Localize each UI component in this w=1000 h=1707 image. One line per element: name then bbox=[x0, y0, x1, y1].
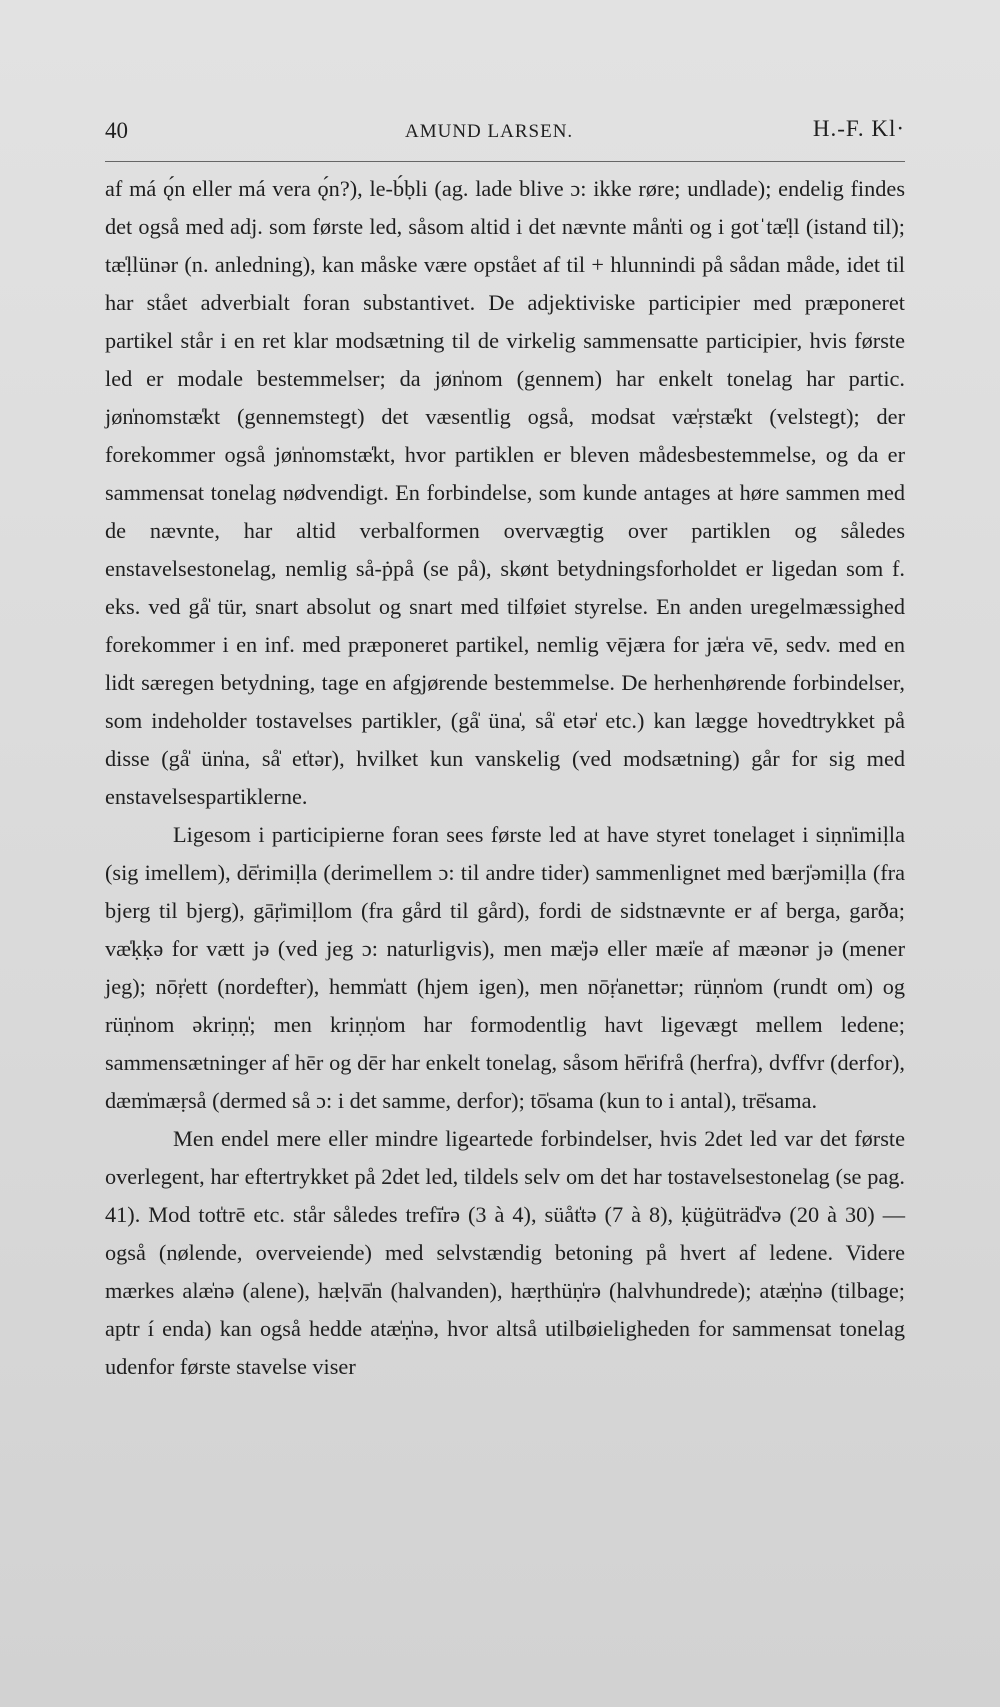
page-header bbox=[105, 118, 905, 154]
paragraph: af má ǫ́n eller má vera ǫ́n?), le-b́ḅli (ag. lade blive ɔ: ikke røre; undlade); endelig findes det også med adj. som første led, såsom altid i det nævnte mån̍ti og i gotˈtæ̍ḷl (istand til); tæ̍ḷlünər (n. anledning), kan måske være opstået af til + hlunnindi på sådan måde, idet til har stået adverbialt foran substantivet. De adjektiviske participier med præponeret partikel står i en ret klar modsætning til de virkelig sammensatte participier, hvis første led er modale bestemmelser; da jøn̍nom (gennem) har enkelt tonelag har partic. jøn̍nomstæ̍kt (gennemstegt) det væsentlig også, modsat væ̍ṛstæ̍kt (velstegt); der forekommer også jøn̍nomstæ̍kt, hvor partiklen er bleven mådesbestemmelse, og da er sammensat tonelag nødvendigt. En forbindelse, som kunde antages at høre sammen med de nævnte, har altid verbalformen overvægtig over partiklen og således enstavelsestonelag, nemlig så-ṗpå (se på), skønt betydningsforholdet er ligedan som f. eks. ved gå̍ tür, snart absolut og snart med tilføiet styrelse. En anden uregelmæssighed forekommer i en inf. med præponeret partikel, nemlig vējæra for jæ̍ra vē, sedv. med en lidt særegen betydning, tage en afgjørende bestemmelse. De herhenhørende forbindelser, som indeholder tostavelses partikler, (gå̍ üna̍, så̍ etər̍ etc.) kan lægge hovedtrykket på disse (gå̍ ün̍na, så̍ et̍tər), hvilket kun vanskelig (ved modsætning) går for sig med enstavelsespartiklerne. bbox=[105, 176, 905, 809]
running-head: AMUND LARSEN. bbox=[405, 121, 574, 142]
paragraph: Men endel mere eller mindre ligeartede forbindelser, hvis 2det led var det første overlegent, har eftertrykket på 2det led, tildels selv om det har tostavelsestonelag (se pag. 41). Mod tot̍trē etc. står således trefī̍rə (3 à 4), süåt̍tə (7 à 8), ḳüġüträd̍və (20 à 30) — også (nølende, overveiende) med selvstændig betoning på hvert af ledene. Videre mærkes alæ̍nə (alene), hæḷvā̍n (halvanden), hæṛthüṇ̍rə (halvhundrede); atæ̍ṇ̍nə (tilbage; aptr í enda) kan også hedde atæ̍ṇ̍nə, hvor altså utilbøieligheden for sammensat tonelag udenfor første stavelse viser bbox=[105, 1126, 905, 1379]
paragraph: Ligesom i participierne foran sees første led at have styret tonelaget i siṇn̍imiḷla (sig imellem), dē̍rimiḷla (derimellem ɔ: til andre tider) sammenlignet med bærj̍əmiḷla (fra bjerg til bjerg), gāṛ̍imiḷlom (fra gård til gård), fordi de sidstnævnte er af berga, garða; væ̍ḳḳə for vætt jə (ved jeg ɔ: naturligvis), men mæ̍jə eller mæi̍e af mæənər jə (mener jeg); nōṛ̍ett (nordefter), hemm̍att (hjem igen), men nōṛ̍anettər; rüṇn̍om (rundt om) og rüṇ̍nom əkriṇṇ̍; men kriṇṇ̍om har formodentlig havt ligevægt mellem ledene; sammensætninger af hēr og dēr har enkelt tonelag, såsom hē̍rifrå (herfra), dvf̍fvr (derfor), dæm̍mæṛså (dermed så ɔ: i det samme, derfor); tō̍sama (kun to i antal), trē̍sama. bbox=[105, 822, 905, 1113]
header-rule bbox=[105, 161, 905, 162]
section-mark: H.-F. Kl· bbox=[812, 116, 905, 141]
page-number: 40 bbox=[105, 118, 128, 143]
body-text bbox=[105, 170, 905, 1386]
